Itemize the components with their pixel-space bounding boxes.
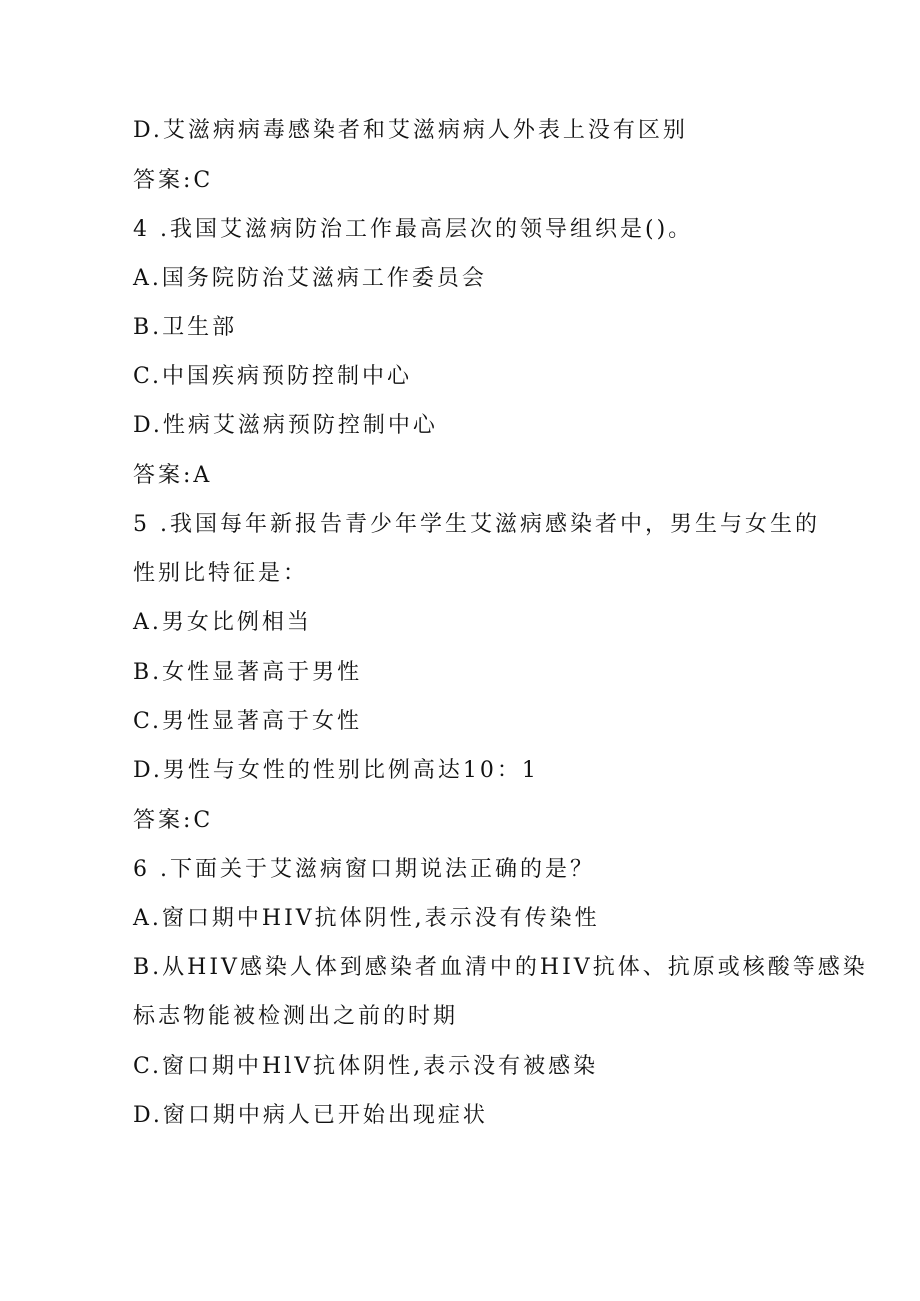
q4-option-a: A.国务院防治艾滋病工作委员会	[133, 266, 487, 291]
q4-option-c: C.中国疾病预防控制中心	[133, 364, 413, 389]
q5-question-line1: 5 .我国每年新报告青少年学生艾滋病感染者中，男生与女生的	[133, 512, 820, 537]
q6-option-a: A.窗口期中HIV抗体阴性,表示没有传染性	[133, 906, 600, 931]
q5-option-d: D.男性与女性的性别比例高达10：1	[133, 758, 539, 783]
q6-option-d: D.窗口期中病人已开始出现症状	[133, 1103, 488, 1128]
q4-option-b: B.卫生部	[133, 315, 238, 340]
q5-answer: 答案:C	[133, 808, 214, 833]
q6-option-b-line1: B.从HIV感染人体到感染者血清中的HIV抗体、抗原或核酸等感染	[133, 955, 868, 980]
q4-answer: 答案:A	[133, 463, 213, 488]
q6-option-b-line2: 标志物能被检测出之前的时期	[133, 1004, 459, 1029]
q5-option-a: A.男女比例相当	[133, 610, 312, 635]
q6-question: 6 .下面关于艾滋病窗口期说法正确的是？	[133, 857, 595, 882]
q5-option-c: C.男性显著高于女性	[133, 709, 363, 734]
q3-option-d: D.艾滋病病毒感染者和艾滋病病人外表上没有区别	[133, 118, 688, 143]
q5-question-line2: 性别比特征是：	[133, 561, 309, 586]
q4-option-d: D.性病艾滋病预防控制中心	[133, 413, 438, 438]
q3-answer: 答案:C	[133, 168, 214, 193]
q5-option-b: B.女性显著高于男性	[133, 660, 363, 685]
q4-question: 4 .我国艾滋病防治工作最高层次的领导组织是()。	[133, 217, 694, 242]
q6-option-c: C.窗口期中HlV抗体阴性,表示没有被感染	[133, 1054, 599, 1079]
